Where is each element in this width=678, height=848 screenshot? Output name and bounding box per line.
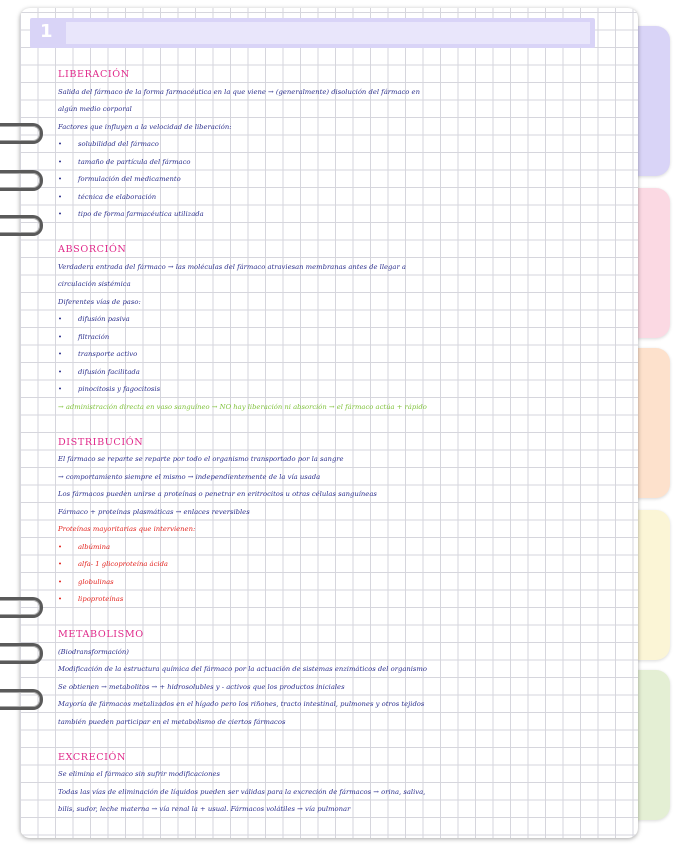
binder-ring: [0, 215, 43, 236]
list-item: • solubilidad del fármaco: [58, 136, 618, 154]
text-line: Se elimina el fármaco sin sufrir modificaciones: [58, 770, 220, 778]
text-line: Proteínas mayoritarias que intervienen:: [58, 525, 196, 533]
text-line: Se obtienen → metabolitos → + hidrosolubles y - activos que los productos iniciales: [58, 682, 345, 691]
text-line: Factores que influyen a la velocidad de liberación:: [58, 122, 232, 131]
text-line: Los fármacos pueden unirse a proteínas o penetrar en eritrocitos u otras células sanguíneas: [58, 490, 377, 498]
list-item: • difusión pasiva: [58, 311, 618, 329]
list-item: • albúmina: [58, 539, 618, 557]
text-line: Todas las vías de eliminación de líquidos pueden ser válidas para la excreción de fármacos → orina, saliva,: [58, 787, 426, 796]
text-line: (Biodransformación): [58, 647, 129, 656]
text-line: bilis, sudor, leche materna → vía renal la + usual. Fármacos volátiles → vía pulmonar: [58, 805, 351, 813]
text-line: también pueden participar en el metabolismo de ciertos fármacos: [58, 717, 286, 726]
section-title-absorcion: ABSORCIÓN: [58, 244, 127, 255]
binder-ring: [0, 597, 43, 618]
section-title-metabolismo: METABOLISMO: [58, 629, 144, 640]
list-item: • alfa- 1 glicoproteína ácida: [58, 556, 618, 574]
text-line: Verdadera entrada del fármaco → las moléculas del fármaco atraviesan membranas antes de llegar a: [58, 262, 406, 271]
page-header-bar: [30, 18, 595, 48]
text-line: Mayoría de fármacos metalizados en el hígado pero los riñones, tracto intestinal, pulmones y otros tejidos: [58, 700, 425, 708]
highlight-note: → administración directa en vaso sanguíneo → NO hay liberación ni absorción → el fármaco actúa + rápido: [58, 402, 427, 411]
binder-ring: [0, 643, 43, 664]
list-item: • transporte activo: [58, 346, 618, 364]
text-line: → comportamiento siempre el mismo → independientemente de la vía usada: [58, 472, 321, 481]
list-item: • técnica de elaboración: [58, 189, 618, 207]
section-title-liberacion: LIBERACIÓN: [58, 69, 130, 80]
list-item: • pinocitosis y fagocitosis: [58, 381, 618, 399]
binder-ring: [0, 123, 43, 144]
notebook-page: [20, 8, 638, 838]
text-line: Modificación de la estructura química del fármaco por la actuación de sistemas enzimáticos del organismo: [58, 665, 427, 673]
list-item: • lipoproteínas: [58, 591, 618, 609]
list-item: • tamaño de partícula del fármaco: [58, 154, 618, 172]
page-title-field[interactable]: [66, 22, 590, 44]
text-line: Fármaco + proteínas plasmáticas → enlaces reversibles: [58, 507, 250, 516]
section-title-excrecion: EXCRECIÓN: [58, 751, 127, 763]
text-line: Salida del fármaco de la forma farmacéutica en la que viene → (generalmente) disolución del fármaco en: [58, 87, 420, 96]
text-line: circulación sistémica: [58, 280, 131, 288]
list-item: • globulinas: [58, 574, 618, 592]
text-line: algún medio corporal: [58, 105, 132, 113]
page-number: 1: [40, 21, 53, 42]
section-title-distribucion: DISTRIBUCIÓN: [58, 436, 144, 448]
list-item: • filtración: [58, 329, 618, 347]
binder-ring: [0, 689, 43, 710]
list-item: • formulación del medicamento: [58, 171, 618, 189]
list-item: • difusión facilitada: [58, 364, 618, 382]
list-item: • tipo de forma farmacéutica utilizada: [58, 206, 618, 224]
text-line: El fármaco se reparte se reparte por todo el organismo transportado por la sangre: [58, 455, 344, 463]
text-line: Diferentes vías de paso:: [58, 297, 141, 306]
notes-content: [58, 66, 618, 819]
binder-ring: [0, 170, 43, 191]
